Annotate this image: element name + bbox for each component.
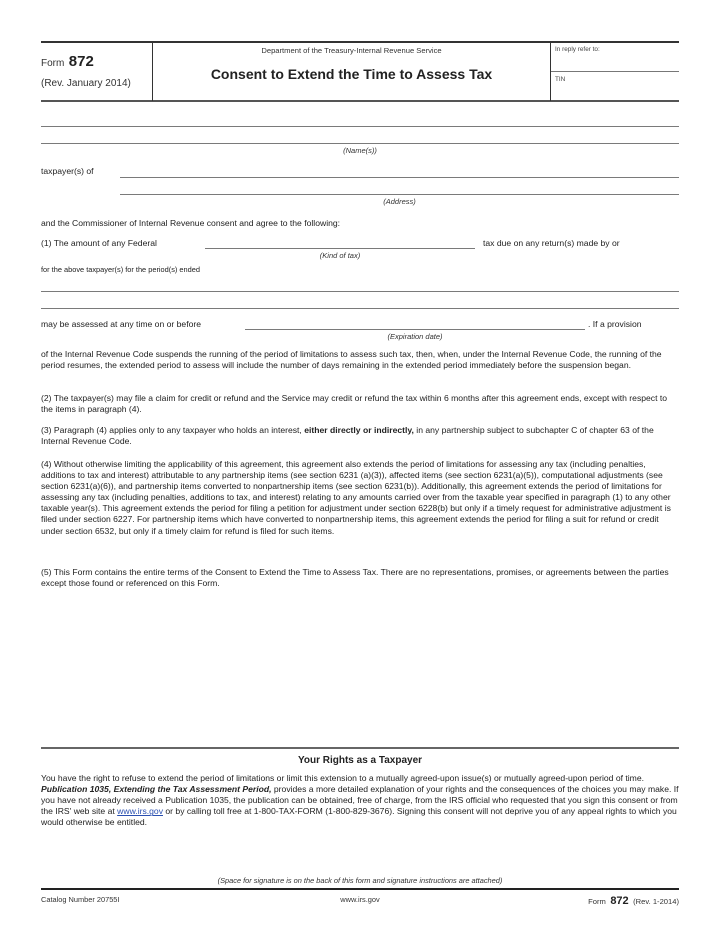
reply-refer-label: In reply refer to: — [555, 46, 600, 53]
names-line-1 — [41, 126, 679, 127]
paragraph-2: (2) The taxpayer(s) may file a claim for credit or refund and the Service may credit or refund the tax within 6 months after this agreement ends, except with respect to the items in paragraph (4). — [41, 393, 668, 415]
form-id — [41, 53, 94, 71]
footer-form-prefix: Form — [588, 897, 606, 906]
kind-of-tax-input[interactable] — [206, 234, 474, 247]
agency-name: Department of the Treasury-Internal Revenue Service — [261, 46, 442, 55]
form-revision: (Rev. January 2014) — [41, 78, 131, 89]
header-top-rule — [41, 41, 679, 43]
footer-form-id — [588, 891, 679, 909]
footer-rule — [41, 888, 679, 890]
period-line-1 — [41, 291, 679, 292]
address-input[interactable] — [120, 163, 677, 176]
form-number: 872 — [68, 53, 94, 70]
agreement-intro: and the Commissioner of Internal Revenue consent and agree to the following: — [41, 218, 341, 228]
rights-text-2: provides a more detailed explanation of your rights and the consequences of the choices you may make. If you have not already received a Publication 1035, the publication can be obtained, free of charge, from the IRS official who requested that you sign this consent or from the IRS' web site at — [41, 784, 679, 817]
irs-website-link[interactable]: www.irs.gov — [117, 806, 163, 817]
rights-text — [41, 773, 681, 828]
paragraph-5: (5) This Form contains the entire terms of the Consent to Extend the Time to Assess Tax. There are no representations, promises, or agreements between the parties except those found or referenced on this Form. — [41, 567, 669, 589]
names-line-2 — [41, 143, 679, 144]
expiration-date-input[interactable] — [246, 315, 584, 328]
taxpayer-of-label: taxpayer(s) of — [41, 166, 94, 176]
item1-suffix: tax due on any return(s) made by or — [483, 238, 620, 248]
period-input[interactable] — [41, 277, 677, 290]
names-caption: (Name(s)) — [343, 146, 377, 155]
paragraph-3 — [41, 425, 681, 447]
tin-label: TIN — [555, 76, 566, 83]
header-bottom-rule — [41, 100, 679, 102]
reply-refer-input[interactable] — [553, 55, 675, 68]
tin-divider — [551, 71, 679, 72]
expiration-date-caption: (Expiration date) — [387, 332, 443, 341]
address-line-2 — [120, 194, 679, 195]
paragraph-1-continued: of the Internal Revenue Code suspends the running of the period of limitations to assess such tax, then, when, under the Internal Revenue Code, the running of the period resumes, the extended period to assess will include the number of days remaining in the extended period immediately before the suspension began. — [41, 349, 662, 371]
paragraph-3-text-b: in any partnership subject to subchapter C of chapter 63 of the Internal Revenue Code. — [41, 425, 654, 447]
period-label: for the above taxpayer(s) for the period(s) ended — [41, 265, 200, 274]
tin-input[interactable] — [553, 84, 675, 97]
rights-text-1: You have the right to refuse to extend the period of limitations or limit this extension to a mutually agreed-upon issue(s) or mutually agreed-upon period of time. — [41, 773, 645, 783]
footer-website: www.irs.gov — [340, 895, 380, 904]
assess-suffix: . If a provision — [588, 319, 642, 329]
expiration-date-line — [245, 329, 585, 330]
assess-prefix: may be assessed at any time on or before — [41, 319, 202, 329]
period-line-2 — [41, 308, 679, 309]
paragraph-4: (4) Without otherwise limiting the applicability of this agreement, this agreement also extends the period of limitations for assessing any tax (including penalties, additions to tax and interest) attributable to any partnership items (see section 6231 (a)(3)), affected items (see section 6231(a)(5)), computational adjustments (see section 6231(a)(6)), and partnership items converted to nonpartnership items (see section 6231(b)). Additionally, this agreement extends the period of limitations for assessing any tax (including penalties, additions to tax, and interest) relating to any amounts carried over from the taxable year specified in paragraph (1) to any other taxable year(s). This agreement extends the period for filing a petition for adjustment under section 6228(b) but only if a timely request for administrative adjustment is filed under section 6227. For partnership items which have converted to nonpartnership items, this agreement extends the period for filing a suit for refund or credit under section 6532, but only if a timely claim for refund is filed for such items. — [41, 459, 671, 536]
footer-form-number: 872 — [610, 895, 629, 907]
address-line-1 — [120, 177, 679, 178]
names-input[interactable] — [41, 112, 677, 125]
kind-of-tax-line — [205, 248, 475, 249]
paragraph-3-text-a: (3) Paragraph (4) applies only to any taxpayer who holds an interest, — [41, 425, 305, 435]
rights-text-3: or by calling toll free at 1-800-TAX-FORM (1-800-829-3676). Signing this consent will not deprive you of any appeal rights to which you would otherwise be entitled. — [41, 806, 677, 828]
form-title: Consent to Extend the Time to Assess Tax — [210, 66, 493, 82]
signature-note: (Space for signature is on the back of this form and signature instructions are attached) — [217, 876, 503, 885]
address-caption: (Address) — [383, 197, 416, 206]
rights-top-rule — [41, 747, 679, 749]
catalog-number: Catalog Number 20755I — [41, 895, 120, 904]
form-prefix: Form — [41, 58, 65, 69]
publication-1035-reference: Publication 1035, Extending the Tax Assessment Period, — [41, 784, 272, 795]
rights-heading: Your Rights as a Taxpayer — [297, 755, 423, 766]
kind-of-tax-caption: (Kind of tax) — [319, 251, 361, 260]
paragraph-3-emphasis: either directly or indirectly, — [304, 425, 414, 435]
item1-prefix: (1) The amount of any Federal — [41, 238, 157, 248]
footer-revision: (Rev. 1-2014) — [633, 897, 679, 906]
